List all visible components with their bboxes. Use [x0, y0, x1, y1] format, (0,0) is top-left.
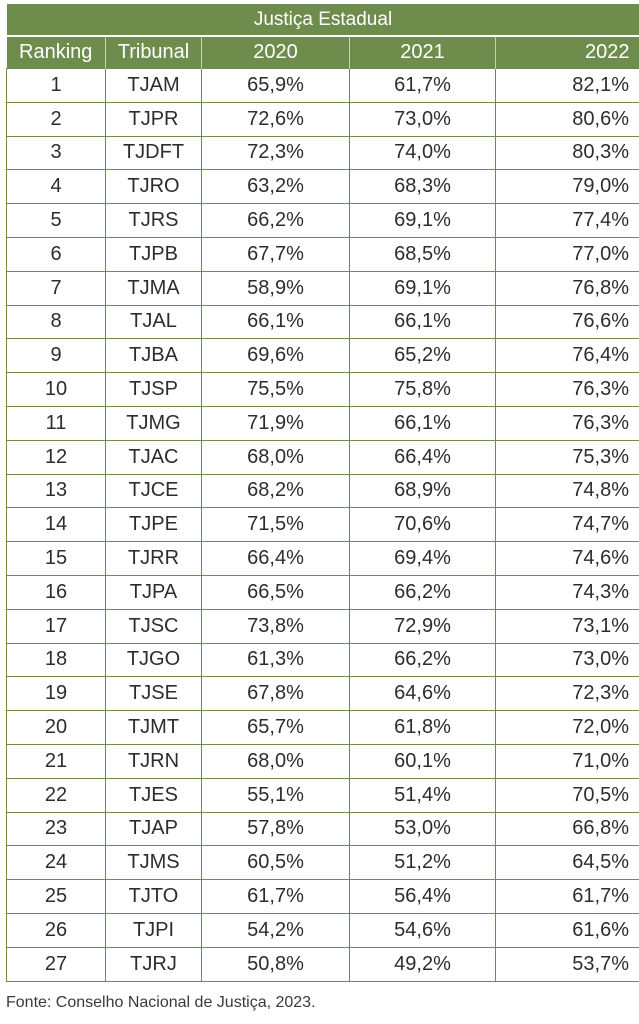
- value-2020-cell: 68,2%: [202, 474, 350, 508]
- value-2022-cell: 66,8%: [496, 812, 639, 846]
- table-row: [7, 846, 639, 880]
- tribunal-cell: TJPI: [106, 913, 202, 947]
- value-2022-cell: 71,0%: [496, 744, 639, 778]
- value-2022-cell: 77,0%: [496, 237, 639, 271]
- table-row: [7, 744, 639, 778]
- ranking-cell: 13: [7, 474, 106, 508]
- value-2022-cell: 74,6%: [496, 542, 639, 576]
- value-2021-cell: 69,1%: [350, 204, 496, 238]
- value-2022-cell: 77,4%: [496, 204, 639, 238]
- column-header-2020: 2020: [202, 36, 350, 69]
- ranking-cell: 27: [7, 947, 106, 981]
- table-row: [7, 440, 639, 474]
- value-2021-cell: 54,6%: [350, 913, 496, 947]
- table-row: [7, 812, 639, 846]
- value-2021-cell: 70,6%: [350, 508, 496, 542]
- column-header-2021: 2021: [350, 36, 496, 69]
- value-2021-cell: 74,0%: [350, 136, 496, 170]
- value-2022-cell: 74,7%: [496, 508, 639, 542]
- ranking-cell: 12: [7, 440, 106, 474]
- value-2021-cell: 61,8%: [350, 711, 496, 745]
- value-2021-cell: 64,6%: [350, 677, 496, 711]
- table-row: [7, 69, 639, 103]
- value-2020-cell: 66,1%: [202, 305, 350, 339]
- table-row: [7, 305, 639, 339]
- value-2020-cell: 65,7%: [202, 711, 350, 745]
- value-2020-cell: 72,3%: [202, 136, 350, 170]
- value-2021-cell: 65,2%: [350, 339, 496, 373]
- table-row: [7, 406, 639, 440]
- tribunal-cell: TJPB: [106, 237, 202, 271]
- tribunal-cell: TJAM: [106, 69, 202, 103]
- tribunal-cell: TJES: [106, 778, 202, 812]
- value-2020-cell: 66,2%: [202, 204, 350, 238]
- tribunal-cell: TJRR: [106, 542, 202, 576]
- value-2020-cell: 68,0%: [202, 440, 350, 474]
- ranking-table: [6, 4, 639, 982]
- tribunal-cell: TJBA: [106, 339, 202, 373]
- table-row: [7, 575, 639, 609]
- column-header-2022: 2022: [496, 36, 639, 69]
- value-2022-cell: 61,7%: [496, 880, 639, 914]
- ranking-cell: 18: [7, 643, 106, 677]
- value-2020-cell: 71,9%: [202, 406, 350, 440]
- table-row: [7, 609, 639, 643]
- ranking-cell: 3: [7, 136, 106, 170]
- ranking-cell: 19: [7, 677, 106, 711]
- value-2022-cell: 74,8%: [496, 474, 639, 508]
- value-2020-cell: 71,5%: [202, 508, 350, 542]
- ranking-cell: 22: [7, 778, 106, 812]
- value-2022-cell: 79,0%: [496, 170, 639, 204]
- ranking-cell: 8: [7, 305, 106, 339]
- value-2022-cell: 70,5%: [496, 778, 639, 812]
- value-2020-cell: 66,4%: [202, 542, 350, 576]
- table-row: [7, 170, 639, 204]
- value-2021-cell: 53,0%: [350, 812, 496, 846]
- ranking-cell: 14: [7, 508, 106, 542]
- table-row: [7, 677, 639, 711]
- value-2020-cell: 66,5%: [202, 575, 350, 609]
- tribunal-cell: TJMA: [106, 271, 202, 305]
- value-2020-cell: 61,7%: [202, 880, 350, 914]
- value-2020-cell: 55,1%: [202, 778, 350, 812]
- tribunal-cell: TJDFT: [106, 136, 202, 170]
- ranking-cell: 15: [7, 542, 106, 576]
- ranking-cell: 4: [7, 170, 106, 204]
- table-row: [7, 880, 639, 914]
- tribunal-cell: TJAP: [106, 812, 202, 846]
- tribunal-cell: TJSE: [106, 677, 202, 711]
- value-2021-cell: 72,9%: [350, 609, 496, 643]
- value-2020-cell: 57,8%: [202, 812, 350, 846]
- ranking-cell: 16: [7, 575, 106, 609]
- value-2020-cell: 50,8%: [202, 947, 350, 981]
- ranking-cell: 10: [7, 373, 106, 407]
- table-row: [7, 474, 639, 508]
- value-2021-cell: 66,4%: [350, 440, 496, 474]
- tribunal-cell: TJRJ: [106, 947, 202, 981]
- value-2020-cell: 67,8%: [202, 677, 350, 711]
- value-2022-cell: 73,0%: [496, 643, 639, 677]
- table-body: [7, 69, 639, 982]
- value-2022-cell: 61,6%: [496, 913, 639, 947]
- value-2022-cell: 80,6%: [496, 102, 639, 136]
- source-note: Fonte: Conselho Nacional de Justiça, 2023.: [6, 994, 316, 1011]
- tribunal-cell: TJMS: [106, 846, 202, 880]
- value-2021-cell: 75,8%: [350, 373, 496, 407]
- value-2021-cell: 66,1%: [350, 406, 496, 440]
- ranking-cell: 17: [7, 609, 106, 643]
- value-2021-cell: 68,5%: [350, 237, 496, 271]
- tribunal-cell: TJAC: [106, 440, 202, 474]
- value-2021-cell: 51,2%: [350, 846, 496, 880]
- value-2022-cell: 82,1%: [496, 69, 639, 103]
- value-2022-cell: 76,4%: [496, 339, 639, 373]
- value-2021-cell: 61,7%: [350, 69, 496, 103]
- table-row: [7, 643, 639, 677]
- ranking-cell: 23: [7, 812, 106, 846]
- tribunal-cell: TJGO: [106, 643, 202, 677]
- ranking-cell: 1: [7, 69, 106, 103]
- table-row: [7, 913, 639, 947]
- tribunal-cell: TJAL: [106, 305, 202, 339]
- table-row: [7, 204, 639, 238]
- column-header-ranking: Ranking: [7, 36, 106, 69]
- tribunal-cell: TJPE: [106, 508, 202, 542]
- ranking-cell: 6: [7, 237, 106, 271]
- value-2022-cell: 80,3%: [496, 136, 639, 170]
- tribunal-cell: TJSP: [106, 373, 202, 407]
- value-2021-cell: 66,2%: [350, 575, 496, 609]
- value-2020-cell: 75,5%: [202, 373, 350, 407]
- table-row: [7, 508, 639, 542]
- value-2020-cell: 61,3%: [202, 643, 350, 677]
- value-2020-cell: 60,5%: [202, 846, 350, 880]
- ranking-cell: 25: [7, 880, 106, 914]
- value-2020-cell: 68,0%: [202, 744, 350, 778]
- table-row: [7, 339, 639, 373]
- value-2022-cell: 76,6%: [496, 305, 639, 339]
- value-2020-cell: 65,9%: [202, 69, 350, 103]
- value-2020-cell: 67,7%: [202, 237, 350, 271]
- value-2021-cell: 66,2%: [350, 643, 496, 677]
- table-row: [7, 947, 639, 981]
- table-row: [7, 102, 639, 136]
- value-2021-cell: 60,1%: [350, 744, 496, 778]
- value-2022-cell: 72,3%: [496, 677, 639, 711]
- value-2022-cell: 76,8%: [496, 271, 639, 305]
- value-2021-cell: 69,4%: [350, 542, 496, 576]
- tribunal-cell: TJMT: [106, 711, 202, 745]
- column-header-tribunal: Tribunal: [106, 36, 202, 69]
- table-row: [7, 542, 639, 576]
- table-row: [7, 136, 639, 170]
- table-title-row: [7, 4, 639, 36]
- ranking-cell: 9: [7, 339, 106, 373]
- table-row: [7, 711, 639, 745]
- value-2022-cell: 75,3%: [496, 440, 639, 474]
- value-2022-cell: 76,3%: [496, 373, 639, 407]
- ranking-cell: 7: [7, 271, 106, 305]
- value-2021-cell: 68,9%: [350, 474, 496, 508]
- value-2022-cell: 72,0%: [496, 711, 639, 745]
- value-2020-cell: 54,2%: [202, 913, 350, 947]
- ranking-cell: 11: [7, 406, 106, 440]
- ranking-cell: 2: [7, 102, 106, 136]
- value-2020-cell: 69,6%: [202, 339, 350, 373]
- table-row: [7, 237, 639, 271]
- value-2020-cell: 63,2%: [202, 170, 350, 204]
- tribunal-cell: TJRN: [106, 744, 202, 778]
- value-2021-cell: 73,0%: [350, 102, 496, 136]
- table-row: [7, 373, 639, 407]
- value-2020-cell: 72,6%: [202, 102, 350, 136]
- table-title: Justiça Estadual: [7, 4, 639, 36]
- value-2021-cell: 69,1%: [350, 271, 496, 305]
- value-2021-cell: 66,1%: [350, 305, 496, 339]
- value-2022-cell: 64,5%: [496, 846, 639, 880]
- value-2021-cell: 68,3%: [350, 170, 496, 204]
- tribunal-cell: TJSC: [106, 609, 202, 643]
- tribunal-cell: TJRO: [106, 170, 202, 204]
- ranking-cell: 26: [7, 913, 106, 947]
- table-row: [7, 778, 639, 812]
- ranking-cell: 5: [7, 204, 106, 238]
- value-2020-cell: 58,9%: [202, 271, 350, 305]
- value-2021-cell: 51,4%: [350, 778, 496, 812]
- value-2022-cell: 74,3%: [496, 575, 639, 609]
- value-2022-cell: 73,1%: [496, 609, 639, 643]
- value-2022-cell: 53,7%: [496, 947, 639, 981]
- tribunal-cell: TJCE: [106, 474, 202, 508]
- tribunal-cell: TJMG: [106, 406, 202, 440]
- value-2021-cell: 56,4%: [350, 880, 496, 914]
- table-header-row: [7, 36, 639, 69]
- table-row: [7, 271, 639, 305]
- ranking-cell: 24: [7, 846, 106, 880]
- tribunal-cell: TJTO: [106, 880, 202, 914]
- value-2022-cell: 76,3%: [496, 406, 639, 440]
- value-2021-cell: 49,2%: [350, 947, 496, 981]
- ranking-cell: 21: [7, 744, 106, 778]
- value-2020-cell: 73,8%: [202, 609, 350, 643]
- tribunal-cell: TJPA: [106, 575, 202, 609]
- ranking-cell: 20: [7, 711, 106, 745]
- tribunal-cell: TJRS: [106, 204, 202, 238]
- tribunal-cell: TJPR: [106, 102, 202, 136]
